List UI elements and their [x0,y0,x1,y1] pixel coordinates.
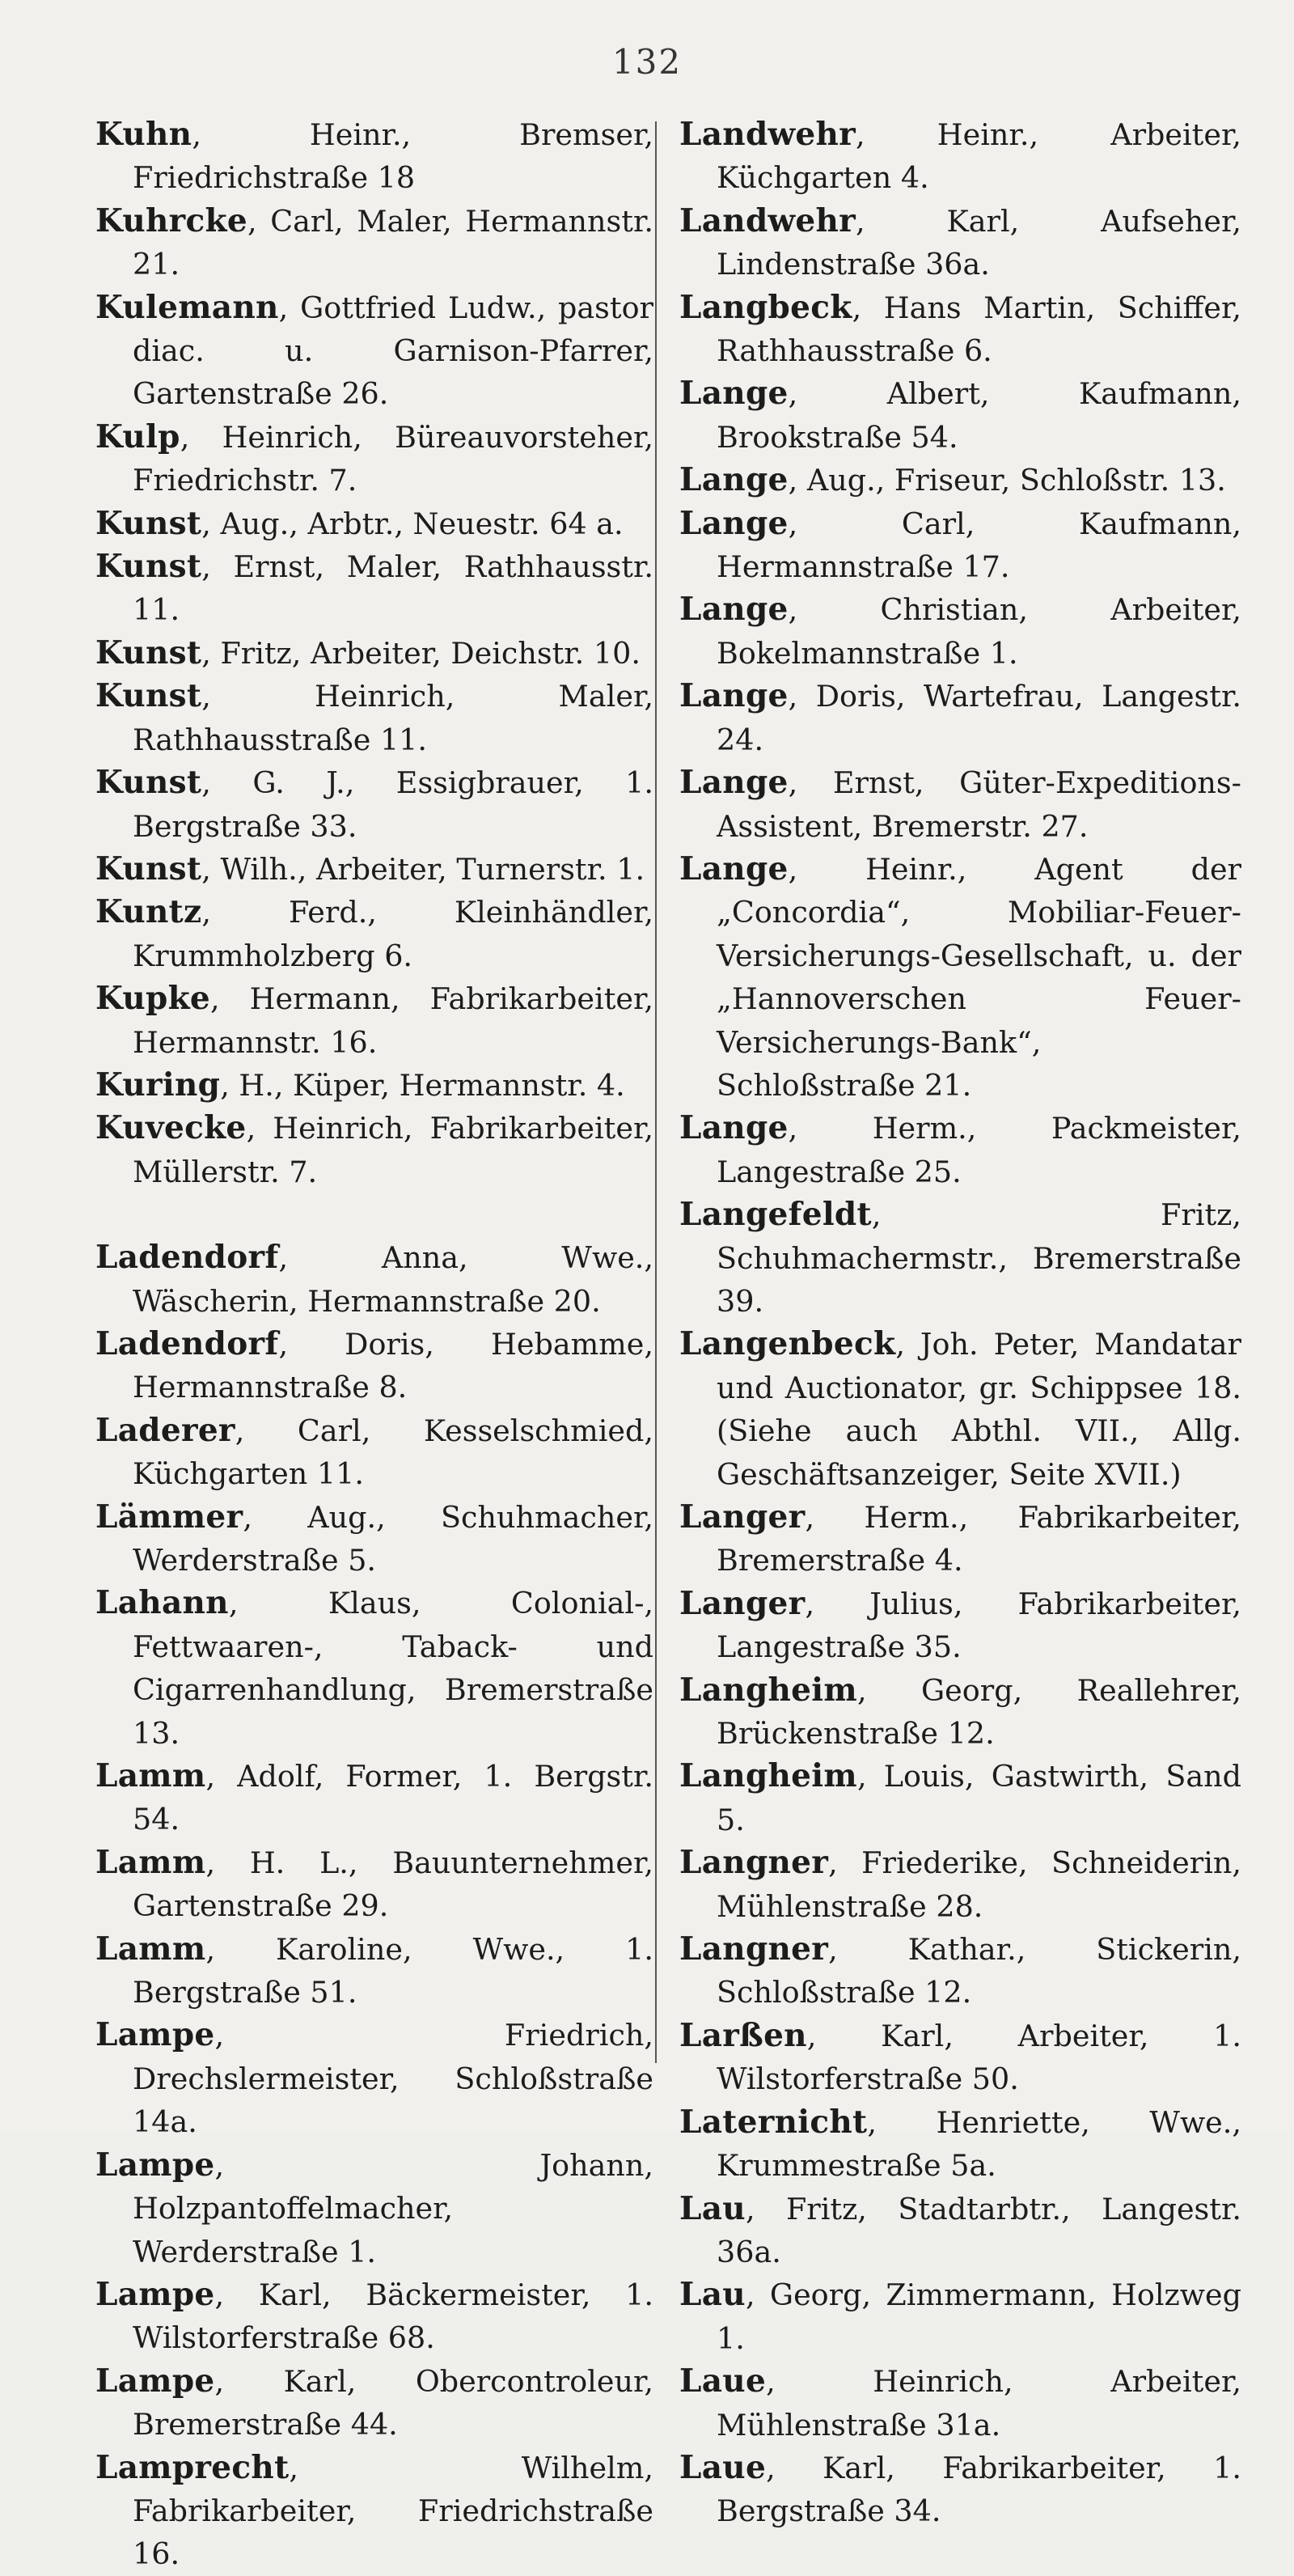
directory-entry [95,1841,653,1928]
entry-surname: Langefeldt [679,1196,872,1234]
directory-entry [95,1236,653,1323]
entry-details: , Karl, Aufseher, Lindenstraße 36a. [717,203,1241,282]
entry-details: , Carl, Kesselschmied, Küchgarten 11. [133,1413,653,1492]
directory-entry [679,2447,1241,2533]
directory-entry [95,2273,653,2360]
entry-surname: Lahann [95,1584,229,1622]
entry-details: , Fritz, Stadtarbtr., Langestr. 36a. [717,2191,1241,2269]
entry-surname: Ladendorf [95,1239,279,1277]
entry-surname: Landwehr [679,201,856,239]
entry-surname: Lange [679,1109,789,1147]
entry-surname: Lau [679,2276,746,2314]
entry-details: , Aug., Schuhmacher, Werderstraße 5. [133,1499,653,1578]
entry-surname: Kunst [95,677,202,715]
directory-entry [679,2360,1241,2447]
directory-entry [95,545,653,632]
entry-details: , Fritz, Arbeiter, Deichstr. 10. [201,635,641,671]
left-column [95,113,653,2576]
entry-surname: Langheim [679,1671,857,1709]
entry-details: , G. J., Essigbrauer, 1. Bergstraße 33. [133,765,653,844]
entry-surname: Kunst [95,504,202,542]
directory-entry [95,113,653,200]
entry-surname: Laue [679,2362,767,2400]
column-divider [655,121,657,2063]
entry-details: , Karl, Obercontroleur, Bremerstraße 44. [133,2363,653,2443]
entry-surname: Lange [679,764,789,802]
entry-details: , Albert, Kaufmann, Brookstraße 54. [717,376,1241,455]
entry-details: , Karl, Bäckermeister, 1. Wilstorferstraße 68. [133,2277,653,2356]
entry-details: , Kathar., Stickerin, Schloßstraße 12. [717,1932,1241,2010]
entry-surname: Laue [679,2448,767,2486]
entry-surname: Lamm [95,1757,206,1795]
entry-details: , Ferd., Kleinhändler, Krummholzberg 6. [133,895,653,973]
directory-entry [95,1582,653,1755]
entry-details: , Heinrich, Fabrikarbeiter, Müllerstr. 7. [133,1111,653,1189]
entry-details: , Georg, Zimmermann, Holzweg 1. [717,2277,1241,2356]
entry-details: , Heinrich, Arbeiter, Mühlenstraße 31a. [717,2364,1241,2443]
entry-surname: Kuhrcke [95,201,247,239]
entry-details: , Hermann, Fabrikarbeiter, Hermannstr. 16. [133,981,653,1060]
directory-entry [679,848,1241,1107]
entry-surname: Langheim [679,1757,857,1795]
entry-surname: Kuhn [95,116,192,153]
entry-surname: Kunst [95,548,202,586]
entry-details: , Karl, Fabrikarbeiter, 1. Bergstraße 34. [717,2450,1241,2529]
directory-entry [679,2101,1241,2188]
directory-entry [679,1496,1241,1582]
entry-details: , Heinr., Arbeiter, Küchgarten 4. [717,117,1241,196]
directory-entry [95,1323,653,1409]
entry-surname: Lampe [95,2362,215,2400]
entry-surname: Larßen [679,2016,807,2054]
entry-surname: Lange [679,849,789,888]
entry-surname: Lange [679,591,789,629]
directory-entry [95,1107,653,1193]
entry-details: , Hans Martin, Schiffer, Rathhausstraße 6. [717,290,1241,369]
directory-entry [679,761,1241,848]
entry-surname: Lampe [95,2146,215,2184]
directory-entry [95,675,653,761]
entry-details: , Christian, Arbeiter, Bokelmannstraße 1. [717,592,1241,671]
directory-entry [95,1064,653,1107]
entry-surname: Laternicht [679,2103,868,2141]
entry-details: , Doris, Hebamme, Hermannstraße 8. [133,1326,653,1405]
directory-entry [679,1582,1241,1669]
entry-details: , Ernst, Güter-Expeditions-Assistent, Bremerstr. 27. [717,765,1241,844]
entry-details: , Doris, Wartefrau, Langestr. 24. [717,679,1241,757]
entry-surname: Langer [679,1584,806,1622]
entry-details: , Johann, Holzpantoffelmacher, Werderstraße 1. [133,2147,653,2269]
entry-details: , H. L., Bauunternehmer, Gartenstraße 29. [133,1845,653,1924]
entry-details: , Adolf, Former, 1. Bergstr. 54. [133,1759,653,1837]
entry-surname: Kuvecke [95,1109,247,1147]
entry-details: , Carl, Kaufmann, Hermannstraße 17. [717,506,1241,585]
entry-details: , Karl, Arbeiter, 1. Wilstorferstraße 50. [717,2018,1241,2097]
entry-surname: Langenbeck [679,1325,896,1363]
directory-entry [95,977,653,1064]
entry-details: , Friedrich, Drechslermeister, Schloßstraße 14a. [133,2018,653,2140]
directory-entry [679,1323,1241,1496]
entry-surname: Langer [679,1498,806,1536]
entry-surname: Lange [679,504,789,542]
entry-surname: Langner [679,1930,829,1968]
entry-surname: Lau [679,2189,746,2227]
entry-details: , Wilh., Arbeiter, Turnerstr. 1. [201,851,645,887]
directory-entry [679,502,1241,589]
entry-surname: Laderer [95,1411,235,1449]
entry-surname: Lampe [95,2016,215,2054]
directory-entry [95,1928,653,2015]
entry-details: , Gottfried Ludw., pastor diac. u. Garnison-Pfarrer, Gartenstraße 26. [133,290,653,412]
entry-details: , Herm., Fabrikarbeiter, Bremerstraße 4. [717,1500,1241,1578]
directory-entry [679,286,1241,373]
directory-entry [679,2273,1241,2360]
entry-details: , Herm., Packmeister, Langestraße 25. [717,1111,1241,1189]
directory-entry [679,1755,1241,1841]
directory-entry [95,2014,653,2143]
directory-entry [95,502,653,545]
entry-details: , Louis, Gastwirth, Sand 5. [717,1759,1241,1837]
directory-entry [95,2360,653,2447]
directory-entry [679,2015,1241,2101]
entry-surname: Kulemann [95,288,279,326]
entry-surname: Kuntz [95,893,202,931]
directory-entry [95,1755,653,1841]
directory-entry [679,1107,1241,1193]
entry-surname: Langner [679,1844,829,1882]
directory-entry [95,2447,653,2576]
directory-entry [95,761,653,848]
entry-surname: Kuring [95,1066,221,1104]
entry-details: , Joh. Peter, Mandatar und Auctionator, gr. Schippsee 18. (Siehe auch Abthl. VII., Allg. Geschäftsanzeiger, Seite XVII.) [717,1327,1241,1492]
entry-details: , Fritz, Schuhmachermstr., Bremerstraße 39. [717,1197,1241,1319]
directory-entry [679,459,1241,502]
entry-details: , Karoline, Wwe., 1. Bergstraße 51. [133,1931,653,2010]
entry-details: , Aug., Friseur, Schloßstr. 13. [788,463,1226,498]
directory-entry [95,416,653,502]
entry-surname: Kunst [95,764,202,802]
directory-entry [679,1841,1241,1928]
entry-details: , Anna, Wwe., Wäscherin, Hermannstraße 20. [133,1240,653,1319]
entry-surname: Lampe [95,2275,215,2313]
entry-surname: Landwehr [679,116,856,153]
page-number: 132 [611,42,683,82]
directory-entry [679,675,1241,761]
entry-details: , Heinr., Bremser, Friedrichstraße 18 [133,117,653,196]
entry-surname: Lange [679,677,789,715]
entry-details: , Aug., Arbtr., Neuestr. 64 a. [201,506,624,541]
entry-details: , Heinrich, Maler, Rathhausstraße 11. [133,679,653,757]
entry-surname: Ladendorf [95,1324,279,1362]
entry-surname: Kulp [95,417,180,455]
entry-details: , Ernst, Maler, Rathhausstr. 11. [133,549,653,628]
entry-details: , Carl, Maler, Hermannstr. 21. [133,203,653,282]
directory-entry [679,588,1241,675]
entry-surname: Lamm [95,1843,206,1881]
entry-surname: Lamprecht [95,2448,290,2486]
entry-details: , Georg, Reallehrer, Brückenstraße 12. [717,1672,1241,1752]
entry-details: , Klaus, Colonial-, Fettwaaren-, Taback- und Cigarrenhandlung, Bremerstraße 13. [133,1586,653,1751]
directory-entry [679,200,1241,286]
entry-surname: Kupke [95,980,210,1018]
entry-details: , Heinrich, Büreauvorsteher, Friedrichstr. 7. [133,419,653,498]
entry-details: , Friederike, Schneiderin, Mühlenstraße 28. [717,1845,1241,1924]
entry-details: , H., Küper, Hermannstr. 4. [220,1067,625,1103]
directory-entry [95,1496,653,1582]
entry-surname: Lämmer [95,1498,243,1536]
entry-surname: Lamm [95,1930,206,1968]
directory-entry [95,286,653,416]
entry-surname: Lange [679,375,789,413]
directory-entry [679,1669,1241,1756]
entry-details: , Henriette, Wwe., Krummestraße 5a. [717,2104,1241,2184]
entry-surname: Langbeck [679,288,852,326]
directory-entry [95,848,653,891]
directory-entry [95,200,653,286]
right-column [679,113,1241,2533]
directory-entry [679,372,1241,459]
directory-entry [679,113,1241,200]
entry-surname: Kunst [95,849,202,888]
entry-details: , Heinr., Agent der „Concordia“, Mobiliar-Feuer-Versicherungs-Gesellschaft, u. der „Hannoverschen Feuer-Versicherungs-Bank“, Schloßstraße 21. [717,851,1241,1103]
entry-details: , Julius, Fabrikarbeiter, Langestraße 35. [717,1586,1241,1665]
directory-entry [679,1193,1241,1323]
entry-surname: Kunst [95,633,202,672]
entry-surname: Lange [679,461,789,499]
directory-entry [95,891,653,977]
directory-entry [95,1409,653,1496]
directory-entry [679,2188,1241,2274]
directory-entry [679,1928,1241,2015]
directory-entry [95,632,653,675]
directory-entry [95,2144,653,2273]
entry-details: , Wilhelm, Fabrikarbeiter, Friedrichstraße 16. [133,2450,653,2572]
